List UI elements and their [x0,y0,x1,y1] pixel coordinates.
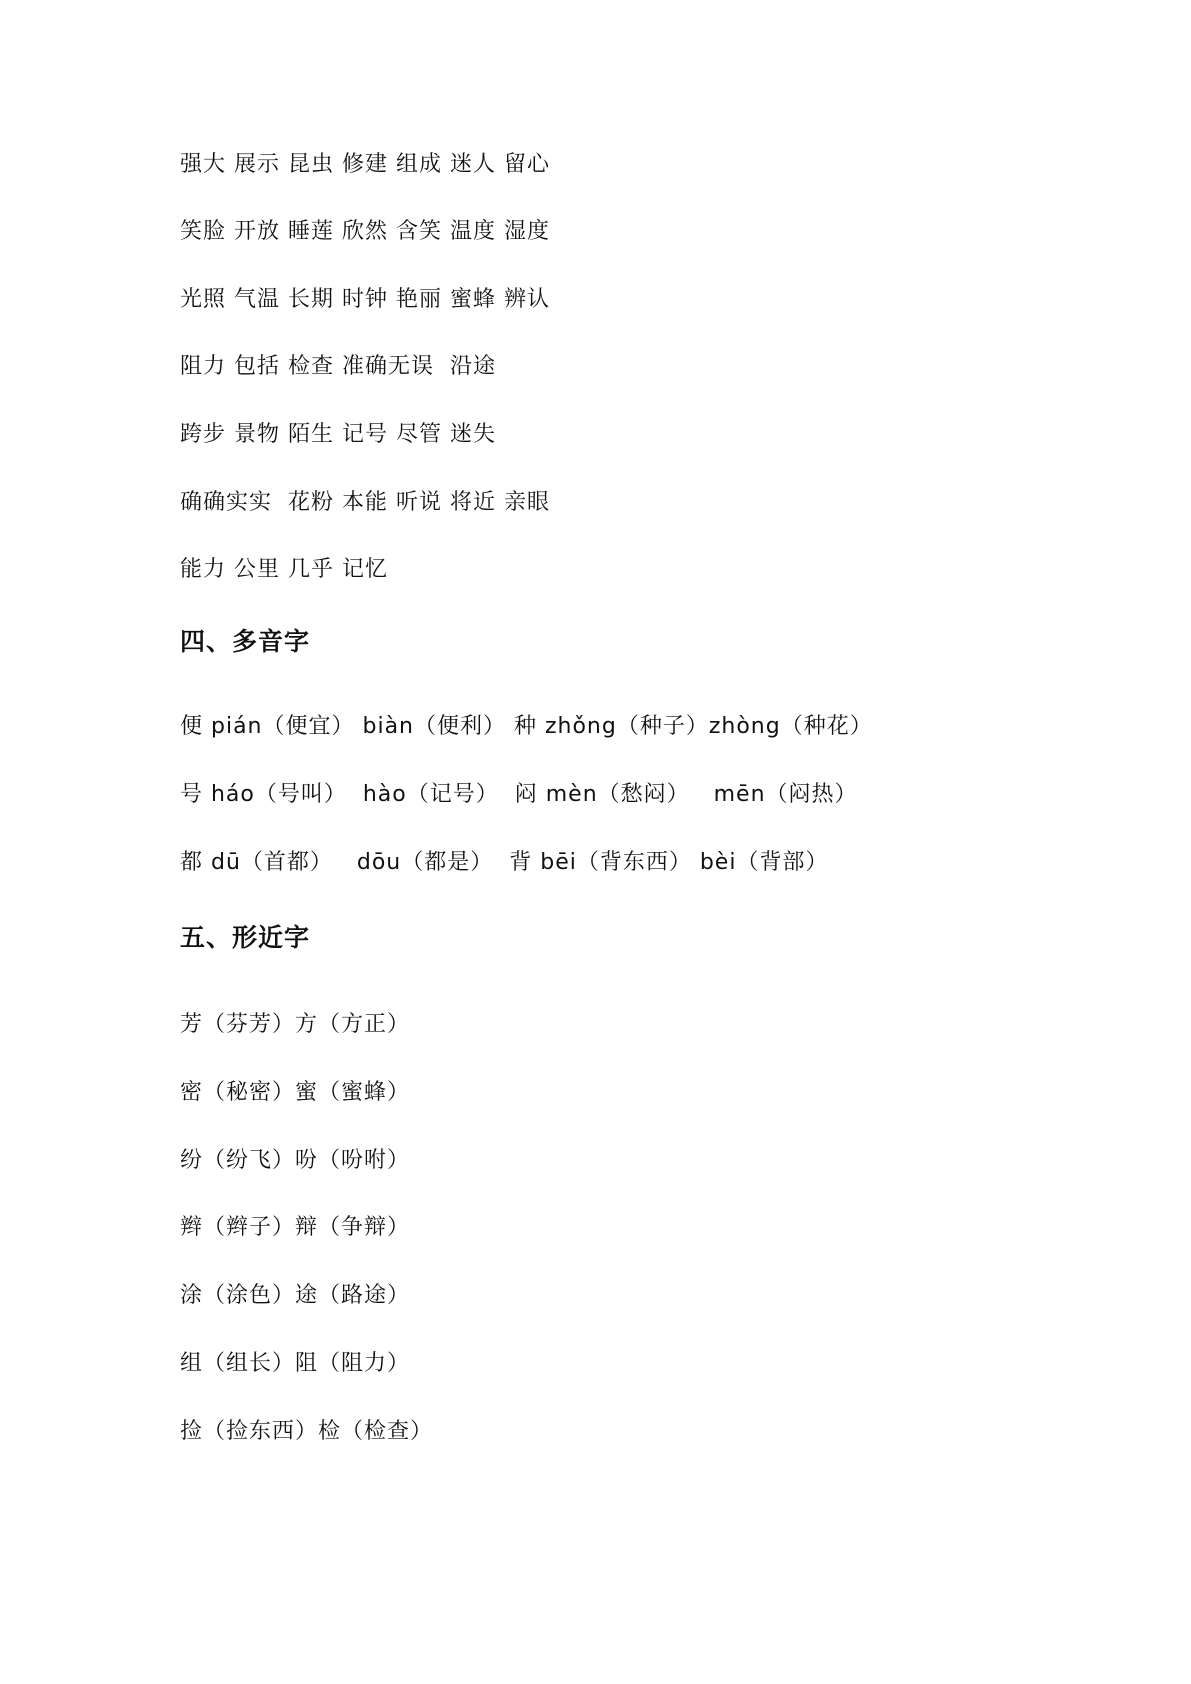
section-heading-similar: 五、形近字 [180,923,311,952]
polyphonic-line-1: 便 pián（便宜） biàn（便利） 种 zhǒng（种子）zhòng（种花） [180,714,873,739]
similar-line-6: 组（组长）阻（阻力） [180,1351,411,1376]
vocab-line-5: 跨步 景物 陌生 记号 尽管 迷失 [180,422,496,447]
vocab-line-3: 光照 气温 长期 时钟 艳丽 蜜蜂 辨认 [180,287,550,312]
similar-line-7: 捡（捡东西）检（检查） [180,1419,434,1444]
similar-line-4: 辫（辫子）辩（争辩） [180,1215,411,1240]
similar-line-1: 芳（芬芳）方（方正） [180,1012,411,1037]
similar-line-5: 涂（涂色）途（路途） [180,1283,411,1308]
polyphonic-line-3: 都 dū（首都） dōu（都是） 背 bēi（背东西） bèi（背部） [180,850,829,875]
section-heading-polyphonic: 四、多音字 [180,627,311,656]
vocab-line-1: 强大 展示 昆虫 修建 组成 迷人 留心 [180,152,550,177]
vocab-line-4: 阻力 包括 检查 准确无误 沿途 [180,354,496,379]
vocab-line-2: 笑脸 开放 睡莲 欣然 含笑 温度 湿度 [180,219,550,244]
similar-line-2: 密（秘密）蜜（蜜蜂） [180,1080,411,1105]
similar-line-3: 纷（纷飞）吩（吩咐） [180,1148,411,1173]
polyphonic-line-2: 号 háo（号叫） hào（记号） 闷 mèn（愁闷） mēn（闷热） [180,782,858,807]
vocab-line-6: 确确实实 花粉 本能 听说 将近 亲眼 [180,490,550,515]
vocab-line-7: 能力 公里 几乎 记忆 [180,557,388,582]
